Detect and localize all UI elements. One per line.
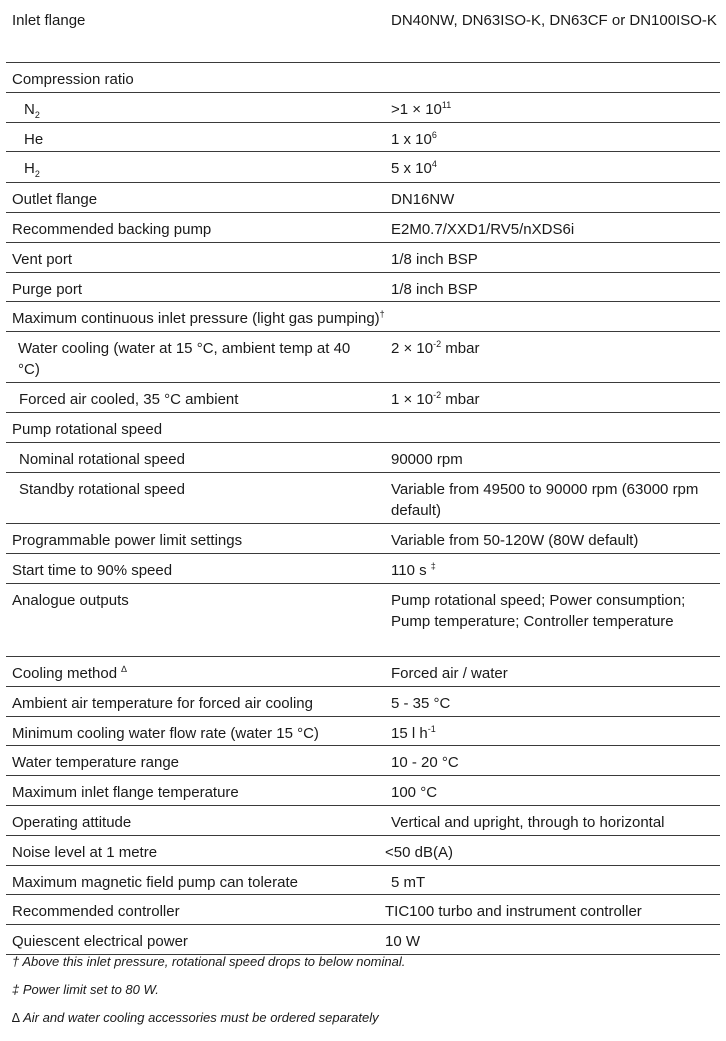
spec-row — [6, 383, 720, 413]
spec-row — [6, 836, 720, 866]
spec-label: Quiescent electrical power — [12, 933, 188, 950]
spec-table — [6, 4, 720, 955]
spec-label: Noise level at 1 metre — [12, 844, 158, 861]
spec-label: Minimum cooling water flow rate (water 15 °C) — [12, 725, 319, 742]
spec-value: 1/8 inch BSP — [391, 281, 478, 298]
spec-row — [6, 687, 720, 717]
spec-value — [371, 413, 720, 442]
spec-label: $H_2$ — [24, 160, 40, 179]
spec-value — [371, 63, 720, 92]
spec-row — [6, 152, 720, 183]
footnote: † Above this inlet pressure, rotational speed drops to below nominal. — [12, 954, 406, 969]
spec-label: Recommended controller — [12, 903, 180, 920]
spec-row — [6, 806, 720, 836]
spec-label: Analogue outputs — [12, 592, 129, 609]
spec-label: Forced air cooled, 35 °C ambient — [19, 391, 239, 408]
spec-value: 100 °C — [391, 784, 438, 801]
spec-label: Compression ratio — [12, 71, 134, 88]
spec-value: DN40NW, DN63ISO-K, DN63CF or DN100ISO-K — [391, 12, 717, 29]
spec-label: He — [24, 131, 44, 148]
spec-value: <50 dB(A) — [385, 844, 453, 861]
spec-value: $1 \times 10^{-2}$ mbar — [391, 390, 480, 408]
spec-value: 10 W — [385, 933, 421, 950]
spec-label: $N_2$ — [24, 101, 40, 120]
spec-row — [6, 717, 720, 746]
spec-row — [6, 866, 720, 895]
spec-label: Maximum continuous inlet pressure (light gas pumping)† — [12, 309, 385, 327]
spec-row — [6, 183, 720, 213]
spec-label: Vent port — [12, 251, 73, 268]
spec-value: 5 mT — [391, 874, 426, 891]
spec-value: Forced air / water — [391, 665, 508, 682]
spec-value: 5 - 35 °C — [391, 695, 451, 712]
spec-row — [6, 243, 720, 273]
spec-row — [6, 63, 720, 93]
spec-label: Nominal rotational speed — [19, 451, 185, 468]
spec-label: Start time to 90% speed — [12, 562, 173, 579]
spec-row — [6, 123, 720, 152]
spec-row — [6, 213, 720, 243]
spec-value: Pump rotational speed; Power consumption; Pump temperature; Controller temperature — [391, 592, 686, 630]
spec-row — [6, 473, 720, 524]
spec-row — [6, 746, 720, 776]
spec-value: 90000 rpm — [391, 451, 463, 468]
spec-label: Operating attitude — [12, 814, 132, 831]
spec-value: 1/8 inch BSP — [391, 251, 478, 268]
spec-label: Pump rotational speed — [12, 421, 163, 438]
spec-label: Outlet flange — [12, 191, 98, 208]
spec-label: Water cooling (water at 15 °C, ambient temp at 40 °C) — [18, 340, 351, 378]
spec-value: Variable from 50-120W (80W default) — [391, 532, 639, 549]
spec-row — [6, 332, 720, 383]
spec-value: Vertical and upright, through to horizontal — [391, 814, 665, 831]
spec-value: 5 x $10^4$ — [391, 159, 437, 177]
spec-row — [6, 554, 720, 584]
spec-value: 10 - 20 °C — [391, 754, 459, 771]
spec-value: DN16NW — [391, 191, 455, 208]
spec-label: Programmable power limit settings — [12, 532, 243, 549]
spec-label: Standby rotational speed — [19, 481, 185, 498]
spec-row — [6, 776, 720, 806]
spec-label: Maximum inlet flange temperature — [12, 784, 239, 801]
spec-label: Ambient air temperature for forced air cooling — [12, 695, 313, 712]
spec-row — [6, 895, 720, 925]
spec-value: 110 s ‡ — [391, 561, 436, 579]
spec-row — [6, 584, 720, 657]
footnote: ‡ Power limit set to 80 W. — [12, 982, 159, 997]
spec-row — [6, 925, 720, 955]
spec-value: TIC100 turbo and instrument controller — [385, 903, 642, 920]
spec-label: Purge port — [12, 281, 83, 298]
spec-row — [6, 4, 720, 63]
spec-value: $2 \times 10^{-2}$ mbar — [391, 339, 480, 357]
spec-value: 1 x $10^6$ — [391, 130, 437, 148]
spec-row — [6, 93, 720, 123]
footnote: ∆ Air and water cooling accessories must be ordered separately — [12, 1010, 379, 1025]
spec-label: Maximum magnetic field pump can tolerate — [12, 874, 298, 891]
spec-row — [6, 443, 720, 473]
spec-row — [6, 413, 720, 443]
spec-row — [6, 657, 720, 687]
spec-value: $>1 \times 10^{11}$ — [391, 100, 452, 118]
spec-value: 15 l $h^{-1}$ — [391, 724, 436, 742]
spec-value: E2M0.7/XXD1/RV5/nXDS6i — [391, 221, 575, 238]
spec-label: Inlet flange — [12, 12, 86, 29]
spec-row — [6, 524, 720, 554]
spec-value: Variable from 49500 to 90000 rpm (63000 rpm default) — [391, 481, 699, 519]
spec-label: Cooling method ∆ — [12, 664, 127, 682]
spec-row — [6, 273, 720, 302]
spec-row — [6, 302, 720, 332]
spec-label: Recommended backing pump — [12, 221, 212, 238]
spec-label: Water temperature range — [12, 754, 180, 771]
